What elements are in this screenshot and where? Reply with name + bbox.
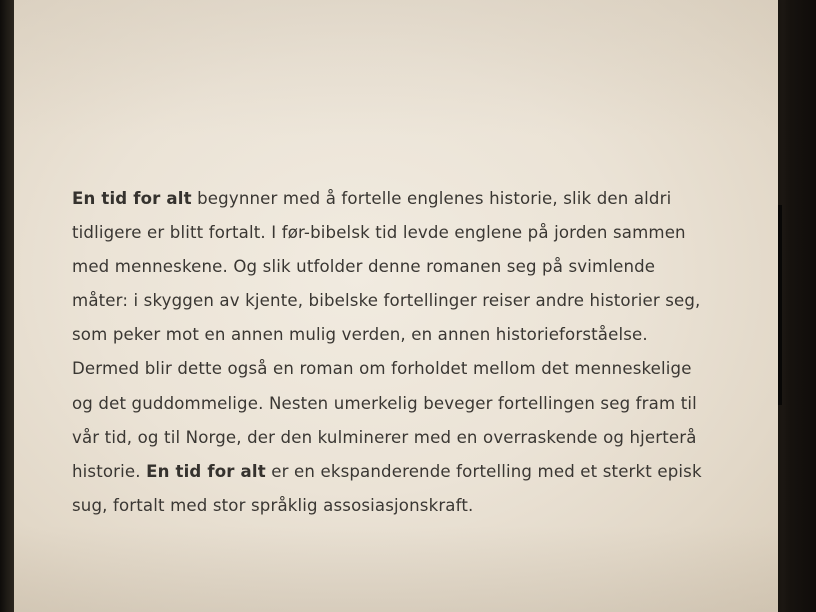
book-title: En tid for alt <box>72 189 192 208</box>
blurb-line: tidligere er blitt fortalt. I før-bibelsk tid levde englene på jorden sammen <box>72 223 686 243</box>
blurb-line: vår tid, og til Norge, der den kulminerer med en overraskende og hjerterå <box>72 427 697 447</box>
blurb-text: begynner med å fortelle englenes historie, slik den aldri <box>191 189 672 208</box>
blurb-line <box>72 455 762 489</box>
blurb-line: Dermed blir dette også en roman om forholdet mellom det menneskelige <box>72 359 692 379</box>
book-title: En tid for alt <box>146 461 266 481</box>
blurb-line: med menneskene. Og slik utfolder denne romanen seg på svimlende <box>72 257 656 277</box>
blurb-line <box>72 182 762 216</box>
book-blurb <box>72 182 762 523</box>
blurb-text: er en ekspanderende fortelling med et sterkt episk <box>265 461 702 481</box>
blurb-line: og det guddommelige. Nesten umerkelig beveger fortellingen seg fram til <box>72 393 697 413</box>
blurb-text: historie. <box>72 461 147 481</box>
page-shading-top <box>14 0 778 136</box>
blurb-line: måter: i skyggen av kjente, bibelske fortellinger reiser andre historier seg, <box>72 291 701 311</box>
page-shading-bottom <box>14 526 778 612</box>
book-cover-page <box>14 0 778 612</box>
blurb-line: sug, fortalt med stor språklig assosiasjonskraft. <box>72 495 474 515</box>
blurb-line: som peker mot en annen mulig verden, en annen historieforståelse. <box>72 325 648 345</box>
